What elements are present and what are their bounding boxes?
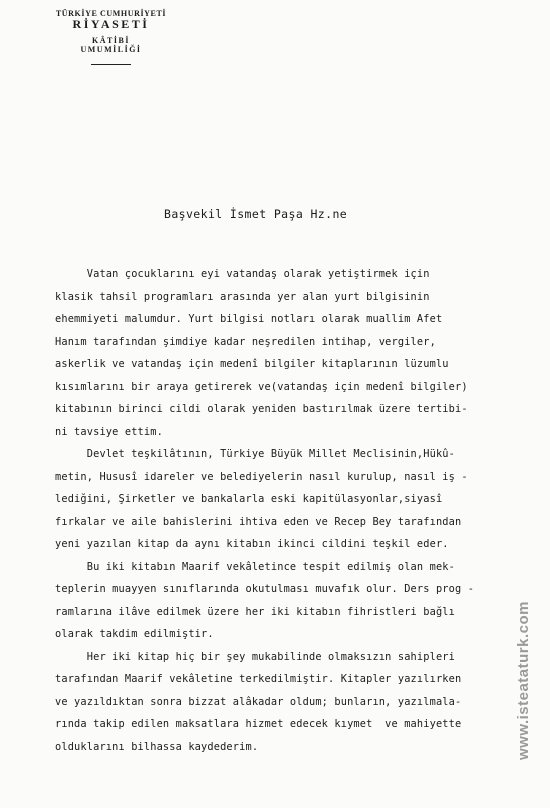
- body-line: olduklarını bilhassa kaydederim.: [55, 740, 259, 753]
- letterhead-republic: TÜRKİYE CUMHURİYETİ: [55, 9, 167, 18]
- watermark: www.isteataturk.com: [515, 601, 532, 760]
- body-line: Devlet teşkilâtının, Türkiye Büyük Millet Meclisinin,Hükû-: [55, 448, 456, 460]
- letterhead: [38, 9, 184, 65]
- body-line: ve yazıldıktan sonra bizzat alâkadar oldum; bunların, yazılmala-: [55, 695, 462, 708]
- body-line: metin, Hususî idareler ve belediyelerin nasıl kurulup, nasıl iş -: [55, 470, 468, 483]
- body-line: askerlik ve vatandaş için medenî bilgiler kitaplarının lüzumlu: [55, 358, 449, 370]
- letter-body: [55, 263, 515, 758]
- body-line: tarafından Maarif vekâletine terkedilmiştir. Kitapler yazılırken: [55, 673, 462, 685]
- body-line: lediğini, Şirketler ve bankalarla eski kapitülasyonlar,siyasî: [55, 493, 443, 505]
- body-line: Hanım tarafından şimdiye kadar neşredilen intihap, vergiler,: [55, 335, 436, 348]
- body-line: teplerin muayyen sınıflarında okutulması muvafık olur. Ders prog -: [55, 583, 475, 595]
- body-line: Vatan çocuklarını eyi vatandaş olarak yetiştirmek için: [55, 268, 430, 280]
- letterhead-rule: [91, 64, 131, 65]
- body-line: rında takip edilen maksatlara hizmet edecek kıymet ve mahiyette: [55, 718, 462, 730]
- salutation: Başvekil İsmet Paşa Hz.ne: [164, 207, 348, 221]
- body-line: fırkalar ve aile bahislerini ihtiva eden ve Recep Bey tarafından: [55, 515, 462, 528]
- body-line: ehemmiyeti malumdur. Yurt bilgisi notları olarak muallim Afet: [55, 313, 443, 325]
- letterhead-presidency: RİYASETİ: [72, 17, 150, 32]
- letterhead-general: UMUMİLİĞİ: [80, 45, 142, 55]
- body-line: olarak takdim edilmiştir.: [55, 628, 214, 640]
- body-line: yeni yazılan kitap da aynı kitabın ikinci cildini teşkil eder.: [55, 538, 449, 550]
- body-line: klasik tahsil programları arasında yer alan yurt bilgisinin: [55, 290, 430, 303]
- body-line: ni tavsiye ettim.: [55, 425, 163, 438]
- letterhead-secretary: KÂTİBİ: [92, 35, 130, 45]
- body-line: kısımlarını bir araya getirerek ve(vatandaş için medenî bilgiler): [55, 380, 468, 393]
- body-line: ramlarına ilâve edilmek üzere her iki kitabın fihristleri bağlı: [55, 605, 456, 618]
- body-line: Bu iki kitabın Maarif vekâletince tespit edilmiş olan mek-: [55, 560, 456, 573]
- body-line: kitabının birinci cildi olarak yeniden bastırılmak üzere tertibi-: [55, 403, 468, 415]
- body-line: Her iki kitap hiç bir şey mukabilinde olmaksızın sahipleri: [55, 650, 456, 663]
